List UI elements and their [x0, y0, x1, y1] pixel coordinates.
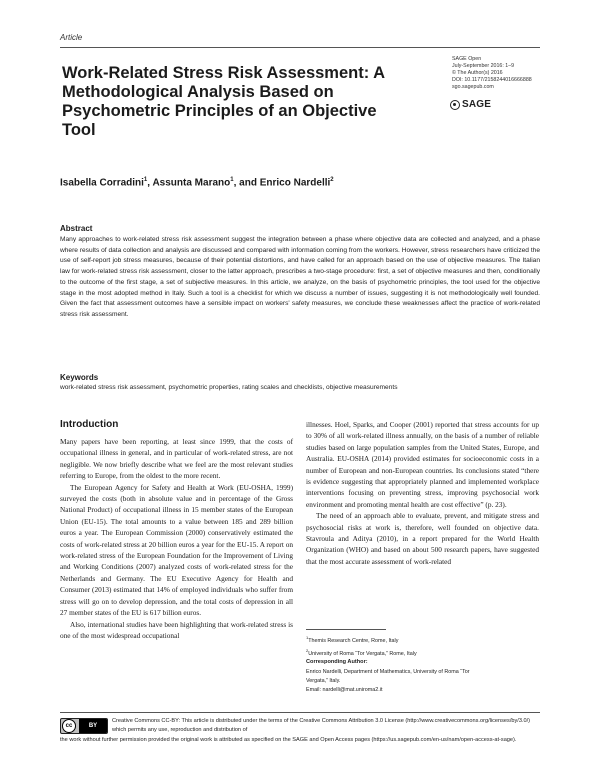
keywords-heading: Keywords: [60, 373, 99, 382]
body-paragraph: The European Agency for Safety and Health at Work (EU-OSHA, 1999) surveyed the costs (both in absolute value and in percentage of the Gross National Product) of occupational illness in 15 member states of the European Union (EU-15). The total amounts to a value between 185 and 289 billion euros a year. The European Commission (2000) conservatively estimated the costs of work-related stress at 20 billion euros a year for the EU-15. A report on work-related stress of the European Foundation for the Improvement of Living and Working Conditions (2007) analyzed costs of work-related stress for the Netherlands and Germany. The EU Executive Agency for Health and Consumer (2013) estimated that 14% of employed individuals who suffer from stress will go on to develop depression, and the total costs of depression in all 27 member states of the EU is 617 billion euros.: [60, 482, 293, 618]
body-paragraph: The need of an approach able to evaluate, prevent, and mitigate stress and psychosocial risks at work is, therefore, well founded on objective data. Stavroula and Aditya (2010), in a report prepared for the World Health Organization (WHO) and based on about 500 research papers, have suggested that the most accurate assessment of work-related: [306, 511, 539, 566]
abstract-text: Many approaches to work-related stress risk assessment suggest the integration between a phase where objective data are collected and analyzed, and a phase where results of data collection and analysis are discussed and compared with information coming from the workers. However, stress researchers have criticized the use of self-report job stress measures, because of their potential distortions, and have called for an approach based on the use of objective measures. The Italian law for work-related stress risk assessment, closer to the latter approach, prescribes a two-stage procedure: first, a set of objective measures and then, conditionally to the outcome of the first stage, a set of subjective measures. In this article, we analyze, on the basis of psychometric principles, the tool used for the objective stage in the most adopted method in Italy. Such a tool is a checklist for which we discuss a number of issues, suggesting it is not methodologically well founded. Given the fact that assessment outcomes have a sensible impact on workers' safety measures, we conclude these weaknesses affect the practice of work-related stress risk assessment.: [60, 236, 540, 318]
body-column-left: [60, 436, 293, 641]
bottom-divider: [60, 712, 540, 713]
body-paragraph: illnesses. Hoel, Sparks, and Cooper (2001) reported that stress accounts for up to 30% of all work-related illness annually, on the basis of a number of reliable studies based on large population samples from the United States, Europe, and Australia. EU-OSHA (2014) provided estimates for socioeconomic costs in a number of European and non-European countries. Its conclusions stated “there is evidence suggesting that appropriately planned and implemented workplace interventions focusing on preventing stress, improving psychosocial work environment and promoting mental health are cost effective” (p. 23).: [306, 420, 539, 509]
footnote-divider: [306, 629, 386, 630]
affiliation-item: [306, 646, 540, 659]
sage-logo-icon: [450, 100, 460, 110]
body-paragraph: Many papers have been reporting, at least since 1999, that the costs of occupational illness in general, and in particular of work-related stress, are not negligible. We now briefly describe what we feel are the most relevant studies referring to Europe, from the oldest to the more recent.: [60, 437, 293, 481]
corresponding-line: Enrico Nardelli, Department of Mathematics, University of Roma “Tor: [306, 669, 470, 675]
sage-logo-text: SAGE: [462, 99, 492, 110]
article-type-label: Article: [60, 33, 83, 42]
author-name: Assunta Marano: [152, 177, 231, 189]
author-separator: , and: [233, 177, 260, 189]
journal-name: SAGE Open: [452, 56, 482, 62]
affiliation-item: [306, 633, 540, 646]
sage-logo: [450, 99, 491, 110]
keywords-text: work-related stress risk assessment, psychometric properties, rating scales and checklists, objective measurements: [60, 384, 398, 391]
author-separator: ,: [147, 177, 153, 189]
top-divider: [60, 47, 540, 48]
abstract-heading: Abstract: [60, 224, 93, 233]
journal-url[interactable]: sgo.sagepub.com: [452, 84, 494, 90]
author-name: Isabella Corradini: [60, 177, 144, 189]
license-text-continued: the work without further permission provided the original work is attributed as specified on the SAGE and Open Access pages (https://us.sagepub.com/en-us/nam/open-access-at-sage).: [60, 737, 517, 743]
copyright-line: © The Author(s) 2016: [452, 70, 503, 76]
license-text: Creative Commons CC-BY: This article is distributed under the terms of the Creative Commons Attribution 3.0 License (http://www.creativecommons.org/licenses/by/3.0/) which permits any use, reproduction and distribution of: [112, 718, 531, 734]
journal-info: [452, 56, 552, 91]
by-label: BY: [79, 719, 107, 733]
author-affiliation-mark: 1: [143, 177, 148, 183]
paper-title: Work-Related Stress Risk Assessment: A Methodological Analysis Based on Psychometric Principles of an Objective Tool: [62, 64, 385, 139]
corresponding-email[interactable]: Email: nardelli@mat.uniroma2.it: [306, 687, 383, 694]
author-affiliation-mark: 2: [330, 177, 334, 183]
affiliation-text: Themis Research Centre, Rome, Italy: [308, 637, 399, 644]
affiliation-mark: 1: [306, 635, 309, 640]
affiliation-list: [306, 633, 540, 659]
author-name: Enrico Nardelli: [259, 177, 331, 189]
introduction-heading: Introduction: [60, 419, 119, 430]
author-list: [60, 177, 334, 188]
cc-by-badge[interactable]: [60, 718, 108, 734]
body-column-right: [306, 419, 539, 567]
author-affiliation-mark: 1: [230, 177, 234, 183]
journal-issue: July-September 2016: 1–9: [452, 63, 515, 69]
affiliation-mark: 2: [306, 647, 309, 653]
body-paragraph: Also, international studies have been highlighting that work-related stress is one of the most widespread occupational: [60, 619, 293, 640]
cc-icon: cc: [62, 719, 76, 733]
corresponding-line: Vergata,” Italy.: [306, 678, 341, 685]
doi-line: DOI: 10.1177/2158244016666888: [452, 77, 532, 83]
corresponding-author-details: [306, 668, 540, 696]
corresponding-author-heading: Corresponding Author:: [306, 659, 368, 665]
affiliation-text: University of Roma “Tor Vergata,” Rome, Italy: [308, 650, 417, 657]
